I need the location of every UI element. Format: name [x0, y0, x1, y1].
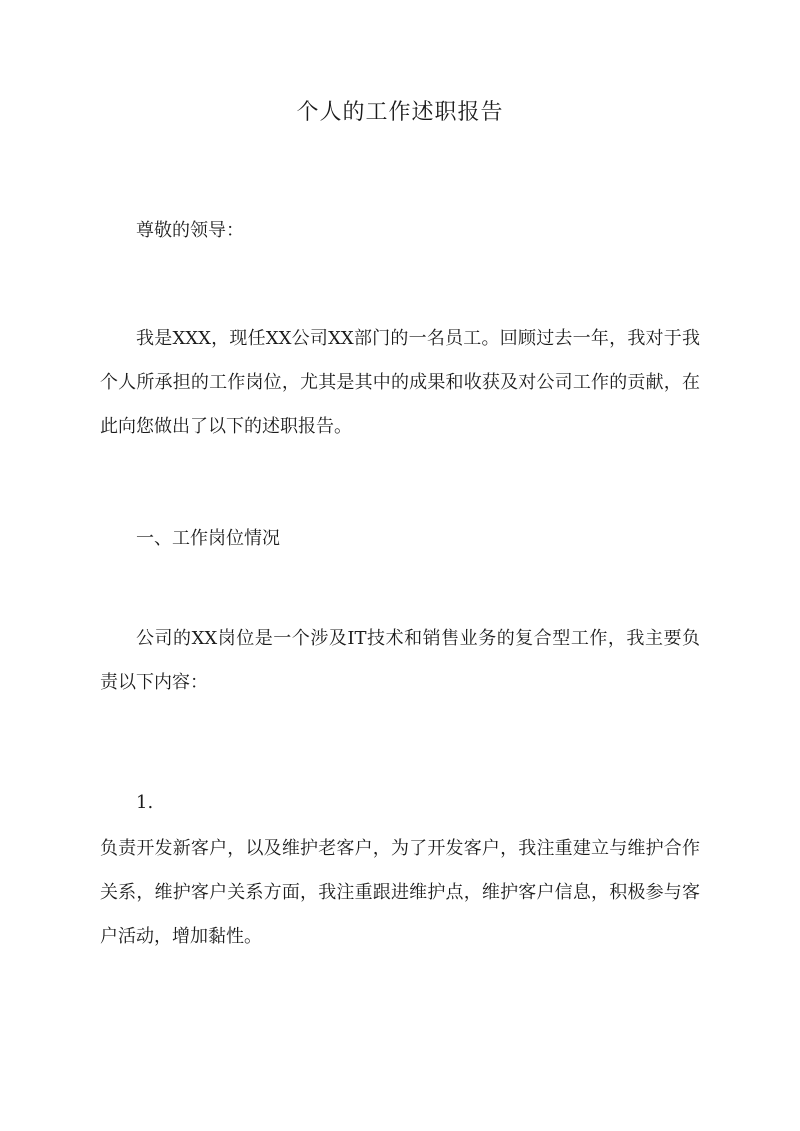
document-title: 个人的工作述职报告	[296, 100, 504, 125]
list-item-text: 负责开发新客户，以及维护老客户，为了开发客户，我注重建立与维护合作关系，维护客户关系方面，我注重跟进维护点，维护客户信息，积极参与客户活动，增加黏性。	[100, 838, 700, 947]
intro-paragraph: 我是XXX，现任XX公司XX部门的一名员工。回顾过去一年，我对于我个人所承担的工作岗位，尤其是其中的成果和收获及对公司工作的贡献，在此向您做出了以下的述职报告。	[100, 328, 700, 437]
duty-intro-paragraph: 公司的XX岗位是一个涉及IT技术和销售业务的复合型工作，我主要负责以下内容：	[100, 628, 700, 693]
section-heading-job-position: 一、工作岗位情况	[136, 528, 280, 549]
salutation: 尊敬的领导：	[136, 220, 244, 241]
list-item-number: 1.	[136, 792, 154, 813]
